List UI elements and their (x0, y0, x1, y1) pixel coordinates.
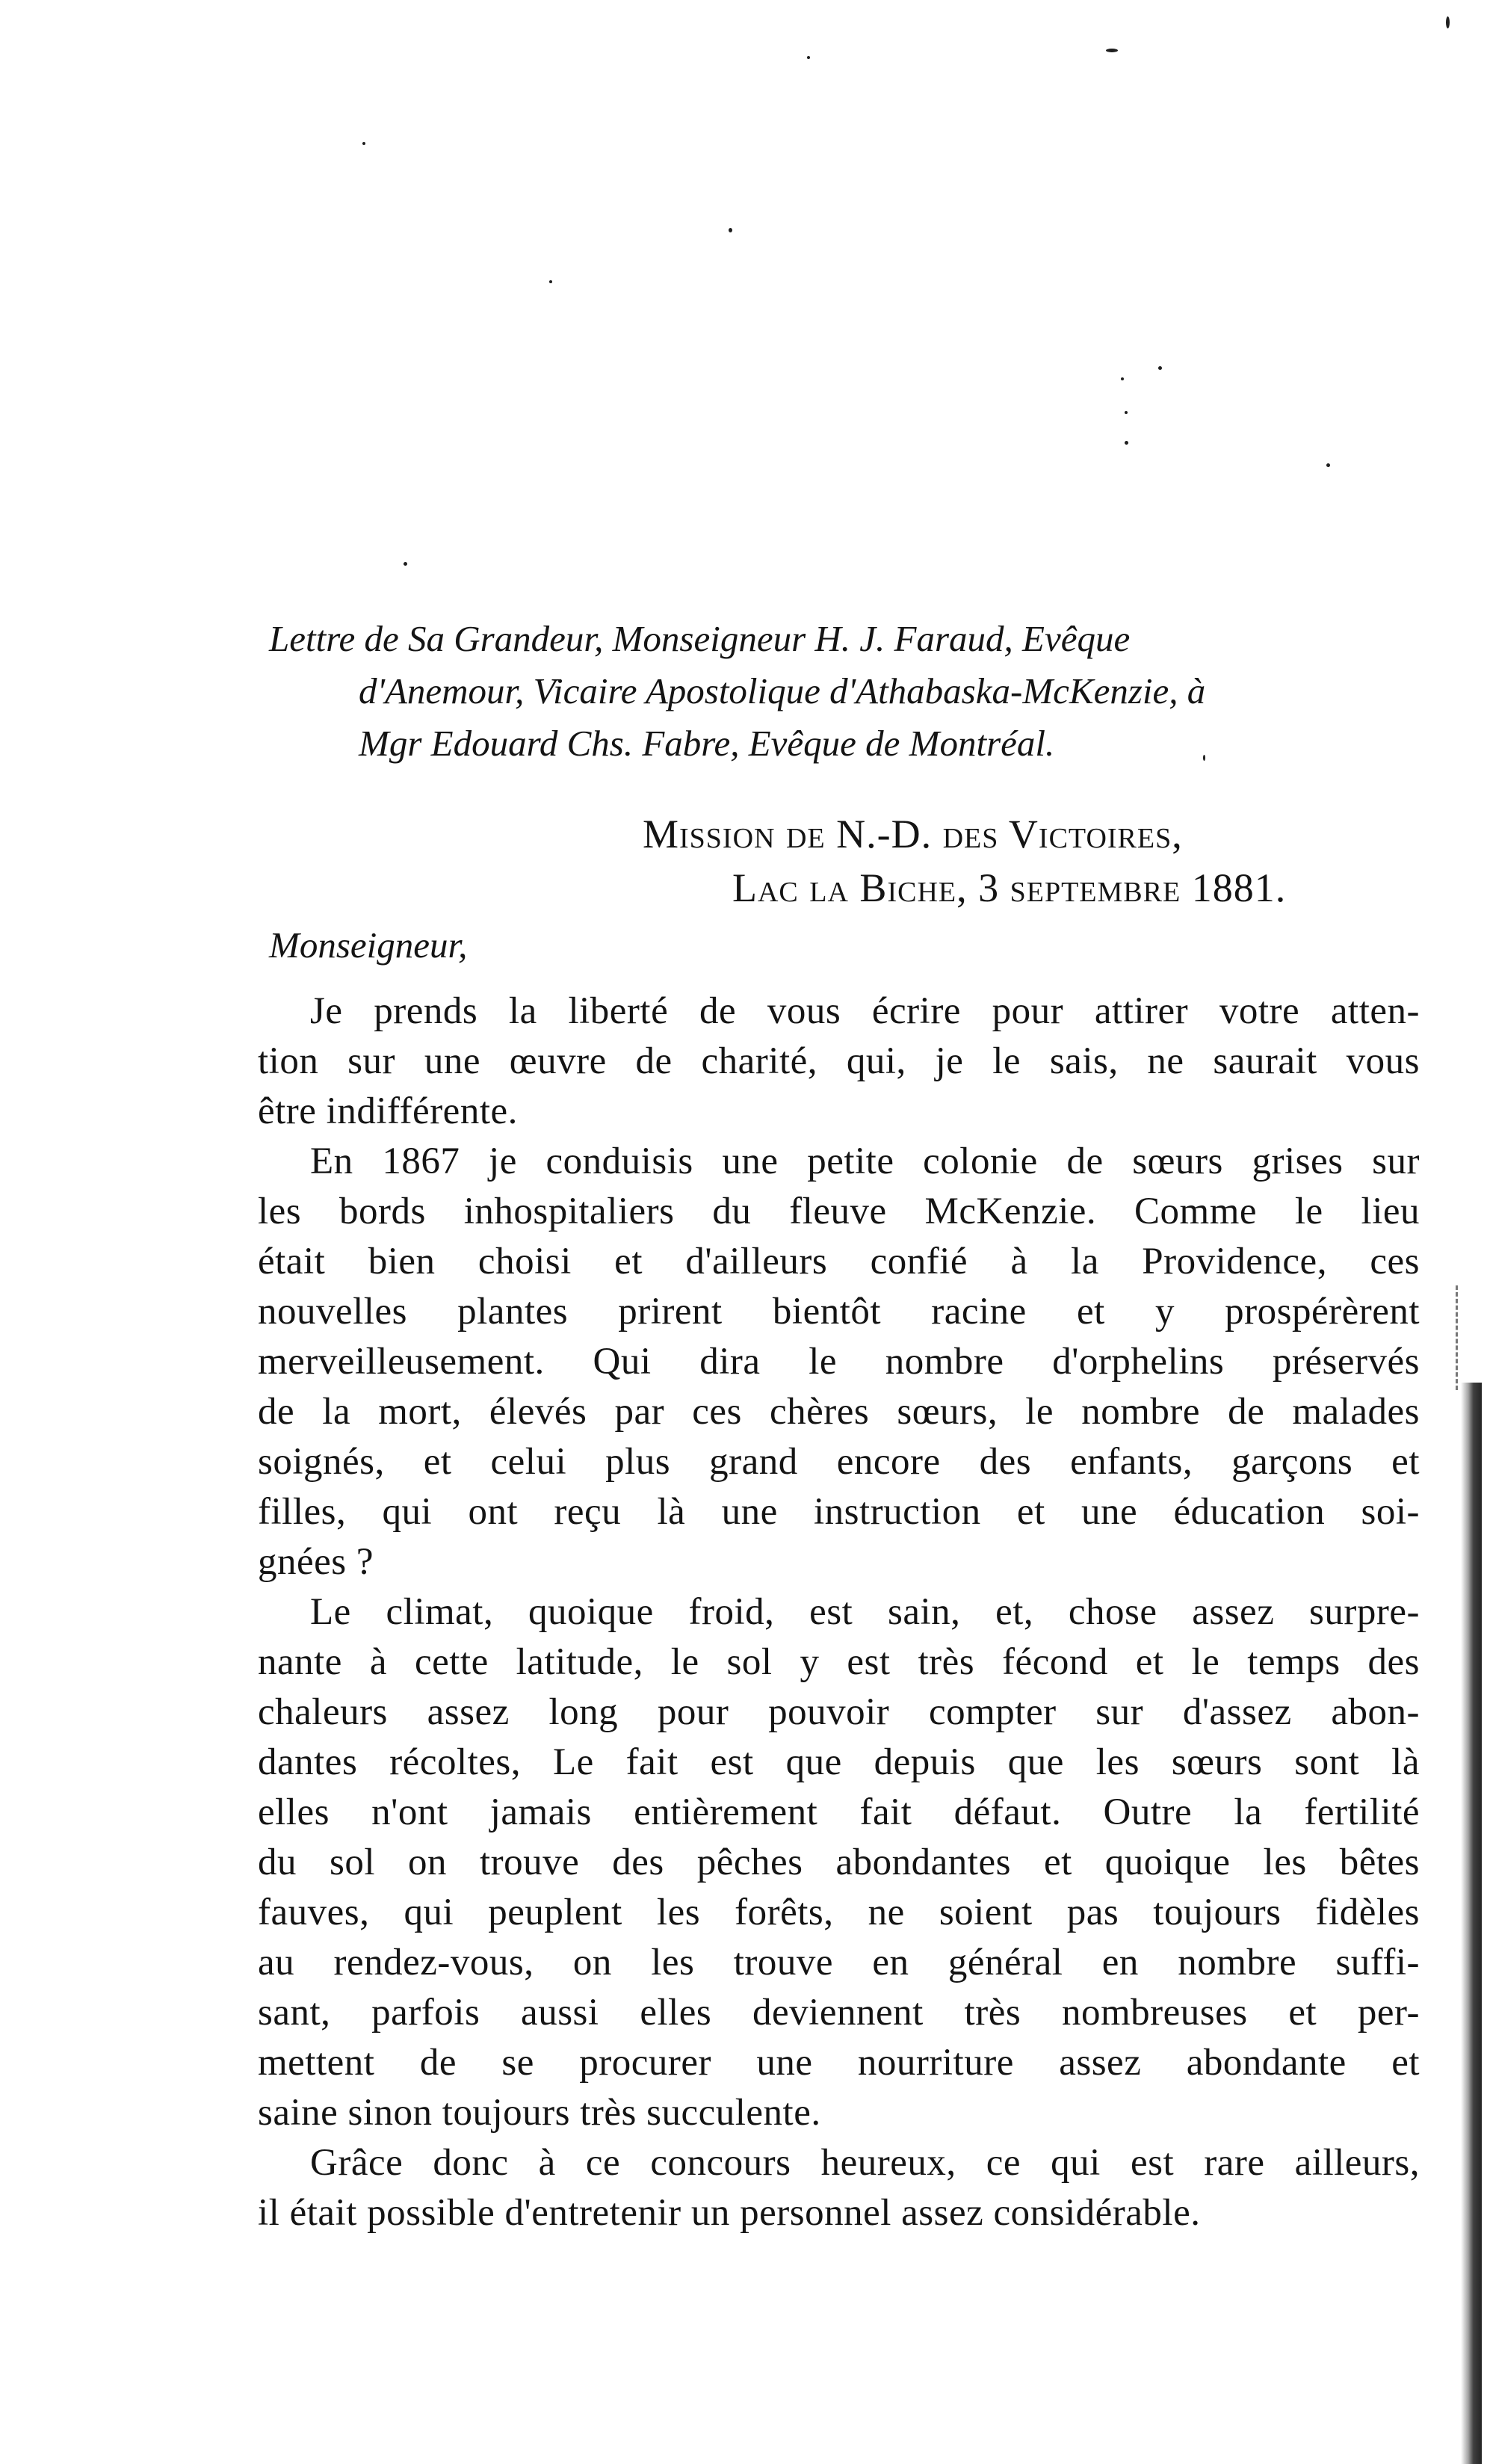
letter-heading (269, 613, 1420, 770)
scan-speck (1125, 411, 1128, 414)
paragraph (258, 1137, 1420, 1587)
scan-speck (1158, 366, 1162, 370)
text-line: être indifférente. (258, 1090, 518, 1132)
heading-line: d'Anemour, Vicaire Apostolique d'Athabaska-McKenzie, à (359, 670, 1206, 711)
text-line: nante à cette latitude, le sol y est très fécond et le temps des (258, 1641, 1420, 1683)
text-line: était bien choisi et d'ailleurs confié à la Providence, ces (258, 1241, 1420, 1282)
text-line: merveilleusement. Qui dira le nombre d'orphelins préservés (258, 1341, 1420, 1383)
dateline (643, 807, 1286, 915)
text-line: de la mort, élevés par ces chères sœurs, le nombre de malades (258, 1391, 1420, 1433)
dateline-date: Lac la Biche, 3 septembre 1881. (732, 865, 1287, 910)
paragraph (258, 986, 1420, 1137)
text-line: En 1867 je conduisis une petite colonie de sœurs grises sur (310, 1140, 1420, 1182)
text-line: dantes récoltes, Le fait est que depuis que les sœurs sont là (258, 1741, 1420, 1783)
text-line: mettent de se procurer une nourriture assez abondante et (258, 2042, 1420, 2084)
text-line: soignés, et celui plus grand encore des enfants, garçons et (258, 1441, 1420, 1483)
text-line: les bords inhospitaliers du fleuve McKenzie. Comme le lieu (258, 1191, 1420, 1232)
text-line: du sol on trouve des pêches abondantes et quoique les bêtes (258, 1841, 1420, 1883)
paragraph (258, 1587, 1420, 2138)
paragraph (258, 2138, 1420, 2238)
text-line: nouvelles plantes prirent bientôt racine et y prospérèrent (258, 1291, 1420, 1333)
text-line: filles, qui ont reçu là une instruction et une éducation soi- (258, 1491, 1420, 1533)
dateline-place: Mission de N.-D. des Victoires, (643, 812, 1183, 856)
heading-line: Mgr Edouard Chs. Fabre, Evêque de Montréal. (359, 723, 1055, 764)
text-line: chaleurs assez long pour pouvoir compter sur d'assez abon- (258, 1691, 1420, 1733)
text-line: elles n'ont jamais entièrement fait défaut. Outre la fertilité (258, 1791, 1420, 1833)
page-edge-marks (1456, 1285, 1462, 1390)
scan-speck (1446, 16, 1450, 28)
scan-speck (729, 228, 732, 232)
scan-speck (549, 280, 552, 283)
scan-speck (807, 56, 810, 59)
text-line: fauves, qui peuplent les forêts, ne soient pas toujours fidèles (258, 1892, 1420, 1933)
text-line: il était possible d'entretenir un personnel assez considérable. (258, 2192, 1201, 2234)
text-line: gnées ? (258, 1541, 374, 1583)
text-line: Grâce donc à ce concours heureux, ce qui est rare ailleurs, (310, 2142, 1420, 2184)
scan-speck (1125, 441, 1128, 445)
text-line: saine sinon toujours très succulente. (258, 2092, 821, 2134)
text-line: Je prends la liberté de vous écrire pour attirer votre atten- (310, 990, 1420, 1032)
heading-line: Lettre de Sa Grandeur, Monseigneur H. J. Faraud, Evêque (269, 618, 1131, 659)
scan-speck (1121, 377, 1124, 380)
text-line: Le climat, quoique froid, est sain, et, chose assez surpre- (310, 1591, 1420, 1633)
scan-speck (362, 142, 365, 145)
scan-speck (1106, 49, 1118, 52)
letter-body (258, 986, 1420, 2238)
salutation: Monseigneur, (269, 924, 468, 966)
text-line: au rendez-vous, on les trouve en général en nombre suffi- (258, 1942, 1420, 1983)
scan-speck (1326, 463, 1330, 467)
scanned-binding-edge (1461, 1383, 1482, 2464)
text-line: sant, parfois aussi elles deviennent très nombreuses et per- (258, 1992, 1420, 2034)
text-line: tion sur une œuvre de charité, qui, je le sais, ne saurait vous (258, 1040, 1420, 1082)
scan-speck (404, 562, 407, 566)
